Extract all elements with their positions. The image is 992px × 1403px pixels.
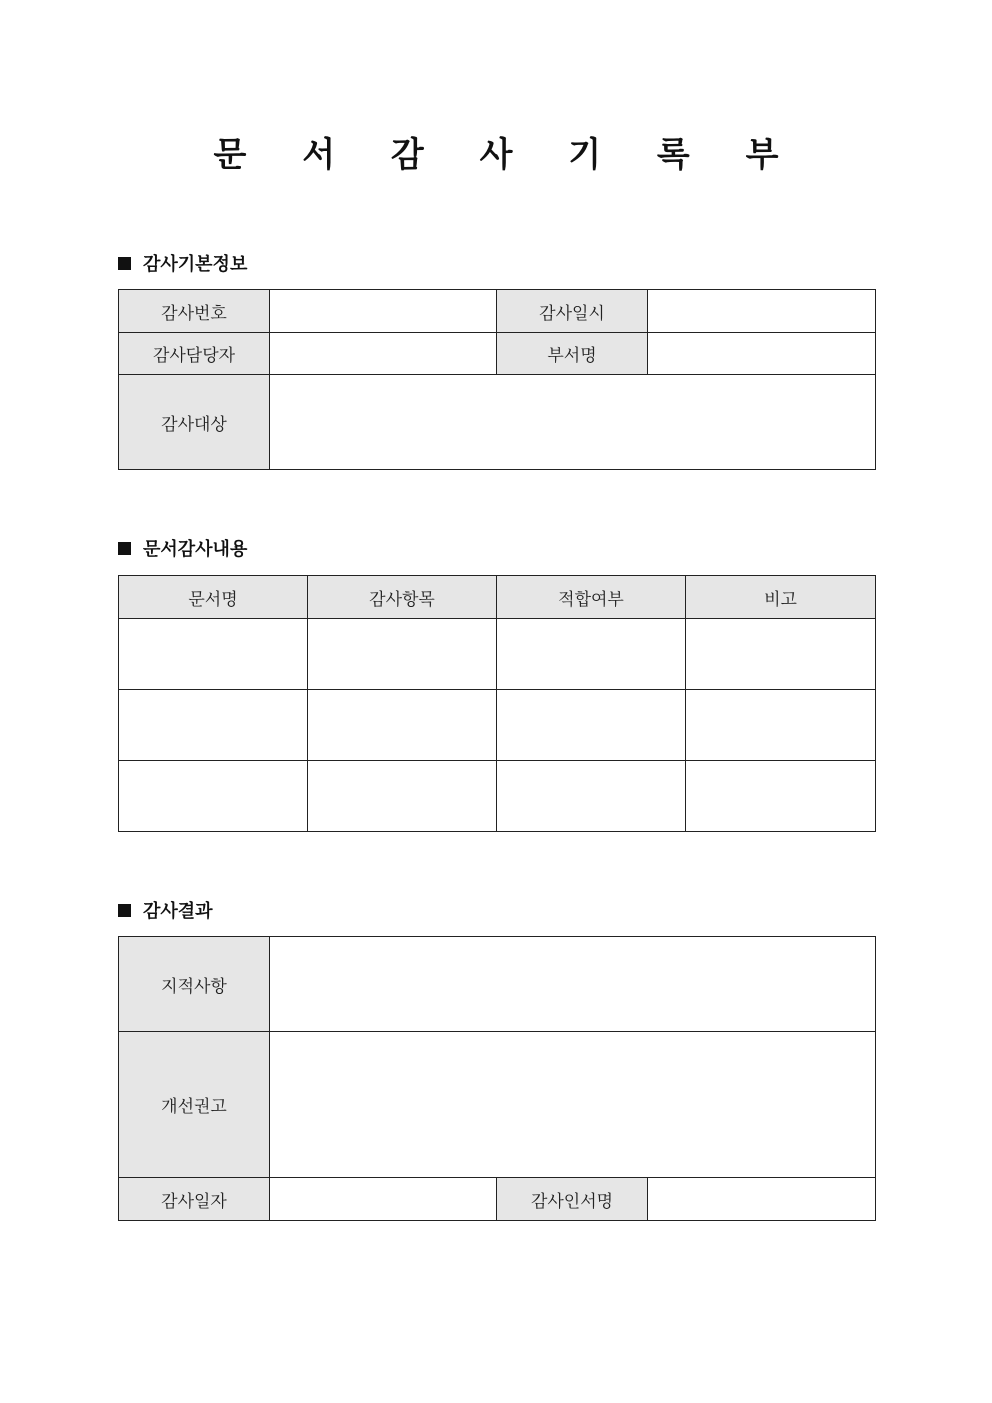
- compliance-cell[interactable]: [497, 619, 686, 690]
- auditor-signature-field[interactable]: [648, 1178, 876, 1221]
- column-header-audit-item: 감사항목: [308, 576, 497, 619]
- document-name-cell[interactable]: [119, 690, 308, 761]
- section-heading-text: 감사기본정보: [143, 254, 248, 275]
- audit-target-label: 감사대상: [119, 375, 270, 470]
- audit-date-label: 감사일자: [119, 1178, 270, 1221]
- table-row: [119, 761, 876, 832]
- table-row: [119, 375, 876, 470]
- findings-field[interactable]: [270, 937, 876, 1032]
- table-row: [119, 690, 876, 761]
- square-bullet-icon: [118, 542, 131, 555]
- table-row: [119, 937, 876, 1032]
- document-name-cell[interactable]: [119, 761, 308, 832]
- column-header-document-name: 문서명: [119, 576, 308, 619]
- audit-datetime-field[interactable]: [648, 290, 876, 333]
- column-header-compliance: 적합여부: [497, 576, 686, 619]
- section-heading-text: 문서감사내용: [143, 539, 248, 560]
- table-row: [119, 1032, 876, 1178]
- recommendation-field[interactable]: [270, 1032, 876, 1178]
- page-title: 문 서 감 사 기 록 부: [213, 135, 801, 175]
- audit-item-cell[interactable]: [308, 690, 497, 761]
- basic-info-table: [118, 289, 876, 470]
- audit-result-table: [118, 936, 876, 1221]
- table-header-row: [119, 576, 876, 619]
- remarks-cell[interactable]: [686, 761, 876, 832]
- table-row: [119, 290, 876, 333]
- audit-date-field[interactable]: [270, 1178, 497, 1221]
- department-label: 부서명: [497, 333, 648, 375]
- auditor-field[interactable]: [270, 333, 497, 375]
- auditor-signature-label: 감사인서명: [497, 1178, 648, 1221]
- table-row: [119, 1178, 876, 1221]
- department-field[interactable]: [648, 333, 876, 375]
- recommendation-label: 개선권고: [119, 1032, 270, 1178]
- audit-number-label: 감사번호: [119, 290, 270, 333]
- square-bullet-icon: [118, 904, 131, 917]
- compliance-cell[interactable]: [497, 761, 686, 832]
- column-header-remarks: 비고: [686, 576, 876, 619]
- document-name-cell[interactable]: [119, 619, 308, 690]
- table-row: [119, 619, 876, 690]
- audit-content-table: [118, 575, 876, 832]
- audit-item-cell[interactable]: [308, 619, 497, 690]
- section-heading-result: [118, 900, 213, 924]
- audit-number-field[interactable]: [270, 290, 497, 333]
- findings-label: 지적사항: [119, 937, 270, 1032]
- audit-item-cell[interactable]: [308, 761, 497, 832]
- remarks-cell[interactable]: [686, 690, 876, 761]
- table-row: [119, 333, 876, 375]
- audit-target-field[interactable]: [270, 375, 876, 470]
- auditor-label: 감사담당자: [119, 333, 270, 375]
- audit-datetime-label: 감사일시: [497, 290, 648, 333]
- square-bullet-icon: [118, 257, 131, 270]
- compliance-cell[interactable]: [497, 690, 686, 761]
- section-heading-basic-info: [118, 253, 247, 277]
- section-heading-text: 감사결과: [143, 901, 213, 922]
- section-heading-content: [118, 538, 247, 562]
- remarks-cell[interactable]: [686, 619, 876, 690]
